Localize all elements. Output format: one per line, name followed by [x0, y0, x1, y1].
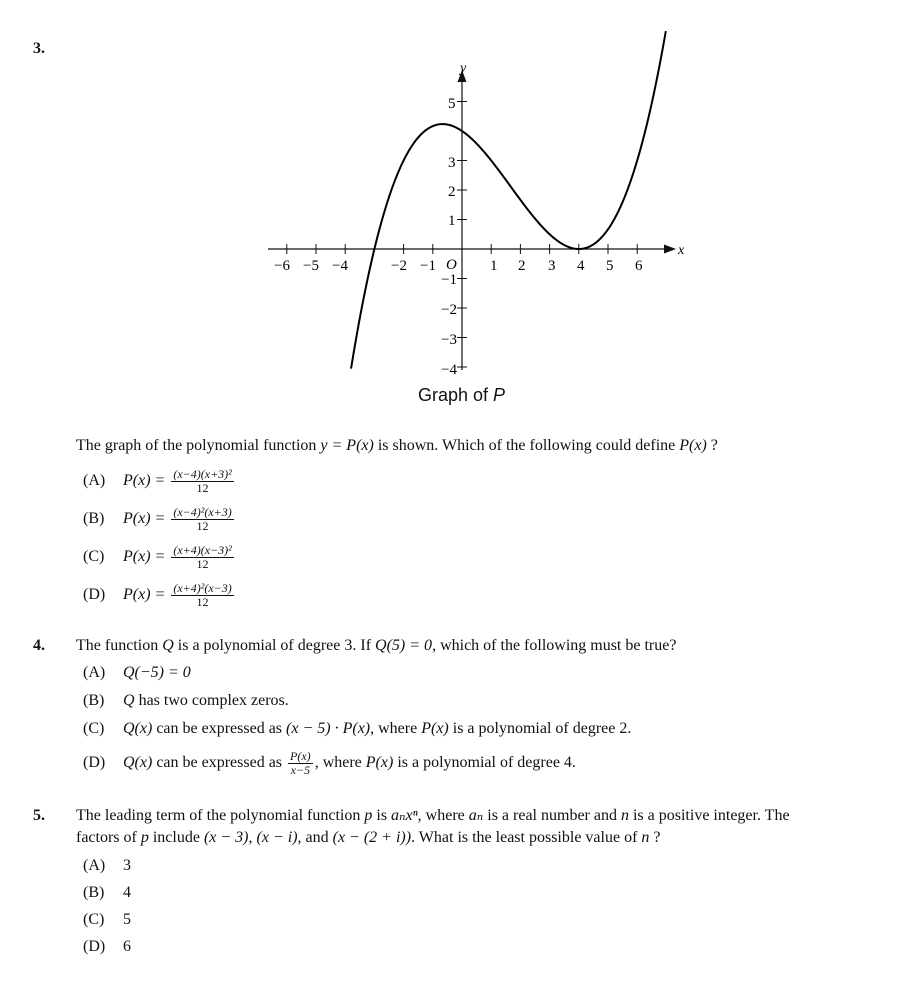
q5-stem-text: is a real number and — [483, 807, 621, 824]
choice-letter: (B) — [83, 510, 105, 528]
y-tick-label: 3 — [448, 155, 456, 171]
q3-stem-text: ? — [706, 437, 718, 454]
q4-choice-d[interactable] — [83, 750, 576, 777]
choice-letter: (A) — [83, 472, 106, 490]
q5-choice-d[interactable] — [83, 938, 131, 956]
choice-text: can be expressed as — [152, 720, 287, 737]
choice-text: , where — [370, 720, 422, 737]
choice-lhs: P(x) = — [123, 548, 166, 566]
y-tick-label: −4 — [441, 362, 457, 378]
question-5-stem-line-2 — [76, 827, 661, 849]
fraction-numerator: (x−4)(x+3)² — [173, 467, 232, 481]
x-tick-label: −1 — [420, 258, 436, 274]
choice-lhs: P(x) = — [123, 510, 166, 528]
choice-lhs: P(x) = — [123, 586, 166, 604]
x-axis-arrow — [664, 245, 676, 254]
choice-letter: (A) — [83, 857, 106, 874]
q5-stem-text: is a positive integer. The — [628, 807, 790, 824]
choice-fraction — [288, 750, 313, 777]
choice-math: Q(x) — [123, 720, 153, 737]
q5-stem-text: factors of — [76, 829, 141, 846]
q5-stem-math: n — [620, 807, 629, 824]
choice-lhs: P(x) = — [123, 472, 166, 490]
choice-text: , where — [314, 754, 366, 772]
q5-stem-math: aₙ — [468, 807, 484, 824]
y-tick-label: 2 — [448, 184, 456, 200]
q4-stem-text: The function — [76, 637, 163, 654]
x-tick-label: 1 — [490, 258, 498, 274]
graph-caption-text: Graph of — [418, 385, 494, 405]
choice-value: 3 — [123, 857, 131, 874]
fraction-numerator: (x−4)²(x+3) — [173, 505, 232, 519]
choice-letter: (D) — [83, 586, 106, 604]
q5-stem-text: , — [248, 829, 257, 846]
q5-stem-var: p — [364, 807, 373, 824]
q4-choice-a[interactable] — [83, 664, 191, 682]
choice-value: 4 — [123, 884, 131, 901]
q3-stem-math: y = P(x) — [320, 437, 374, 454]
y-tick-label: −2 — [441, 302, 457, 318]
q4-stem-text: , which of the following must be true? — [432, 637, 677, 654]
polynomial-graph — [0, 0, 904, 420]
fraction-denominator: 12 — [196, 481, 209, 495]
question-3-number: 3. — [33, 40, 45, 57]
choice-fraction — [171, 582, 233, 609]
choice-letter: (D) — [83, 938, 106, 955]
y-axis-label: y — [460, 61, 467, 76]
choice-letter: (C) — [83, 720, 105, 737]
choice-text: has two complex zeros. — [134, 692, 289, 709]
graph-caption-var: P — [493, 385, 506, 405]
choice-letter: (C) — [83, 911, 105, 928]
fraction-denominator: 12 — [196, 519, 209, 533]
x-tick-label: 2 — [518, 258, 526, 274]
q4-stem-math: Q(5) = 0 — [375, 637, 433, 654]
q5-choice-c[interactable] — [83, 911, 131, 929]
q5-stem-text: . What is the least possible value of — [411, 829, 642, 846]
q5-choice-a[interactable] — [83, 857, 131, 875]
q5-stem-text: include — [148, 829, 204, 846]
choice-value: 5 — [123, 911, 131, 928]
choice-letter: (B) — [83, 884, 105, 901]
fraction-numerator: (x+4)²(x−3) — [173, 581, 232, 595]
q3-choice-a[interactable] — [83, 468, 236, 495]
fraction-denominator: 12 — [196, 557, 209, 571]
x-tick-label: 5 — [606, 258, 614, 274]
q5-stem-text: ? — [649, 829, 661, 846]
x-tick-label: 3 — [548, 258, 556, 274]
q5-stem-text: is — [372, 807, 392, 824]
q3-choice-c[interactable] — [83, 544, 236, 571]
graph-caption — [418, 385, 505, 406]
fraction-numerator: (x+4)(x−3)² — [173, 543, 232, 557]
q5-stem-text: The leading term of the polynomial function — [76, 807, 365, 824]
q4-stem-text: is a polynomial of degree 3. If — [173, 637, 376, 654]
question-5-number: 5. — [33, 807, 45, 824]
q3-choice-d[interactable] — [83, 582, 236, 609]
question-4-stem — [76, 635, 676, 657]
origin-label: O — [446, 257, 457, 273]
q4-choice-b[interactable] — [83, 692, 289, 710]
q3-choice-b[interactable] — [83, 506, 236, 533]
choice-math: (x − 5) · P(x) — [286, 720, 371, 737]
choice-math: Q(x) — [123, 754, 153, 772]
q3-stem-math: P(x) — [679, 437, 707, 454]
question-3-stem — [76, 435, 718, 457]
fraction-denominator: x−5 — [290, 763, 311, 777]
choice-letter: (D) — [83, 754, 106, 772]
choice-text: is a polynomial of degree 4. — [393, 754, 576, 772]
q4-choice-c[interactable] — [83, 720, 631, 738]
choice-math: P(x) — [365, 754, 394, 772]
x-tick-label: −2 — [391, 258, 407, 274]
choice-math: P(x) — [421, 720, 449, 737]
question-5-stem-line-1 — [76, 805, 790, 827]
q5-stem-text: , and — [297, 829, 333, 846]
y-tick-label: −3 — [441, 332, 457, 348]
question-4-number: 4. — [33, 637, 45, 654]
fraction-denominator: 12 — [196, 595, 209, 609]
fraction-numerator: P(x) — [290, 749, 311, 763]
choice-value: 6 — [123, 938, 131, 955]
q5-stem-var: p — [140, 829, 149, 846]
q5-stem-text: , where — [417, 807, 469, 824]
choice-fraction — [171, 506, 233, 533]
y-tick-label: −1 — [441, 272, 457, 288]
choice-fraction — [171, 544, 233, 571]
x-tick-label: −4 — [332, 258, 348, 274]
choice-math: Q — [123, 692, 135, 709]
x-tick-label: −6 — [274, 258, 290, 274]
x-tick-label: −5 — [303, 258, 319, 274]
q5-stem-math: (x − 3) — [203, 829, 249, 846]
q5-stem-math: n — [641, 829, 650, 846]
choice-text: is a polynomial of degree 2. — [448, 720, 632, 737]
choice-letter: (B) — [83, 692, 105, 709]
polynomial-curve — [351, 31, 666, 369]
y-tick-label: 1 — [448, 213, 456, 229]
x-axis-label: x — [678, 243, 685, 258]
choice-fraction — [171, 468, 233, 495]
x-tick-label: 6 — [635, 258, 643, 274]
x-tick-label: 4 — [577, 258, 585, 274]
y-tick-label: 5 — [448, 96, 456, 112]
q5-stem-math: (x − i) — [256, 829, 298, 846]
q5-stem-math: aₙxⁿ — [391, 807, 418, 824]
q5-choice-b[interactable] — [83, 884, 131, 902]
choice-text: can be expressed as — [152, 754, 287, 772]
choice-math: Q(−5) = 0 — [123, 664, 191, 681]
q4-stem-var: Q — [162, 637, 174, 654]
q3-stem-text: The graph of the polynomial function — [76, 437, 321, 454]
q5-stem-math: (x − (2 + i)) — [332, 829, 412, 846]
q3-stem-text: is shown. Which of the following could define — [373, 437, 680, 454]
choice-letter: (A) — [83, 664, 106, 681]
choice-letter: (C) — [83, 548, 105, 566]
